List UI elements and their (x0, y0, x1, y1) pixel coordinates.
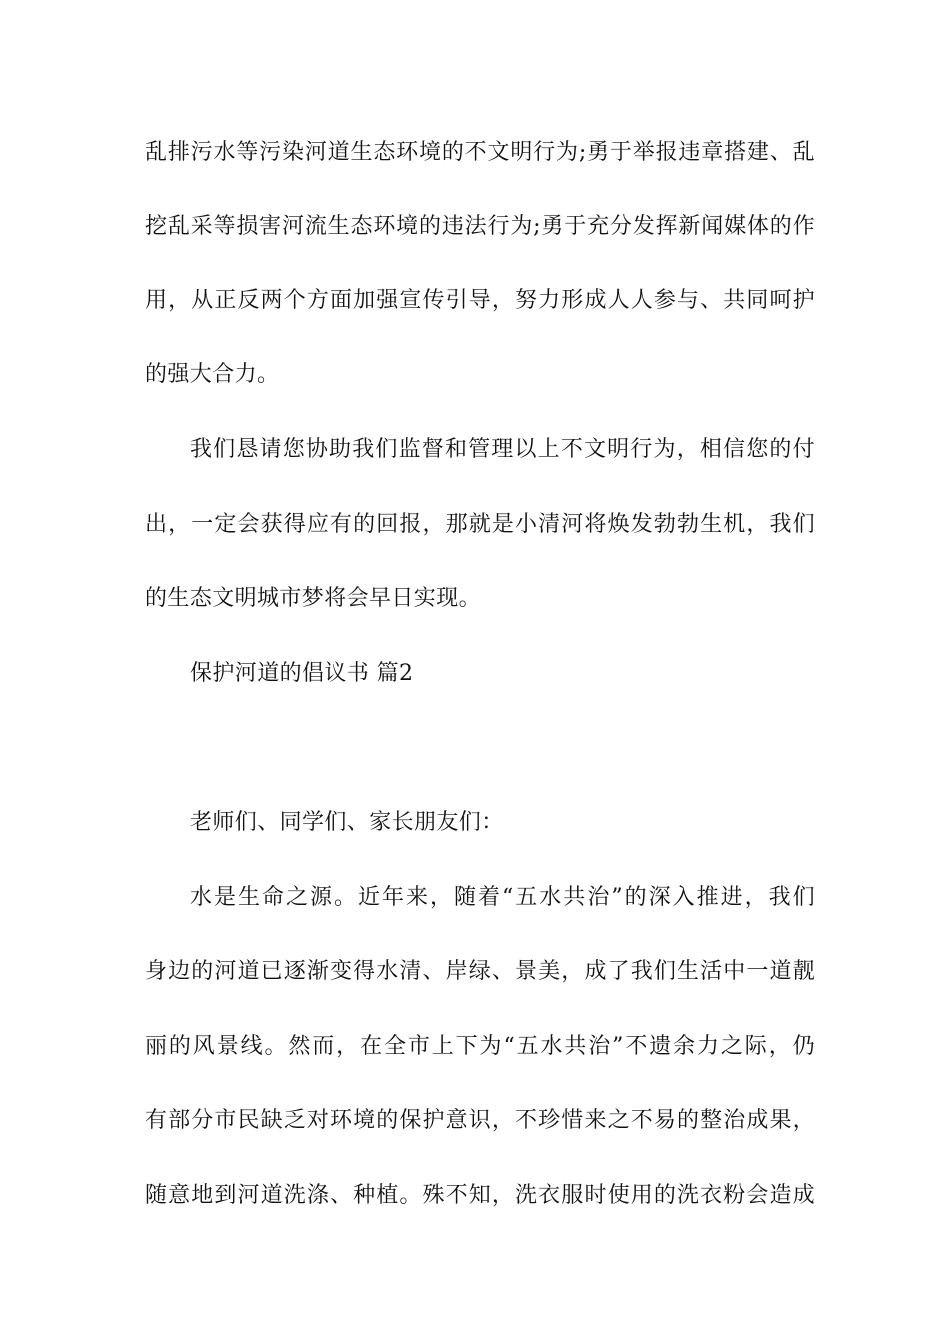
paragraph-line: 的强大合力。 (145, 362, 280, 387)
paragraph-line: 挖乱采等损害河流生态环境的违法行为;勇于充分发挥新闻媒体的作 (145, 214, 815, 239)
paragraph-line: 用，从正反两个方面加强宣传引导，努力形成人人参与、共同呵护 (145, 288, 815, 313)
paragraph-line: 乱排污水等污染河道生态环境的不文明行为;勇于举报违章搭建、乱 (145, 140, 815, 165)
paragraph-line: 的生态文明城市梦将会早日实现。 (145, 586, 482, 611)
paragraph-line: 出，一定会获得应有的回报，那就是小清河将焕发勃勃生机，我们 (145, 512, 815, 537)
salutation: 老师们、同学们、家长朋友们： (190, 810, 504, 835)
paragraph-line: 随意地到河道洗涤、种植。殊不知，洗衣服时使用的洗衣粉会造成 (145, 1183, 815, 1208)
paragraph-line: 身边的河道已逐渐变得水清、岸绿、景美，成了我们生活中一道靓 (145, 959, 815, 984)
paragraph-line: 丽的风景线。然而，在全市上下为“五水共治”不遗余力之际，仍 (145, 1034, 815, 1059)
paragraph-line: 水是生命之源。近年来，随着“五水共治”的深入推进，我们 (190, 885, 815, 910)
paragraph-line: 我们恳请您协助我们监督和管理以上不文明行为，相信您的付 (190, 437, 815, 462)
section-heading: 保护河道的倡议书 篇2 (190, 661, 414, 686)
paragraph-line: 有部分市民缺乏对环境的保护意识，不珍惜来之不易的整治成果， (145, 1108, 815, 1133)
